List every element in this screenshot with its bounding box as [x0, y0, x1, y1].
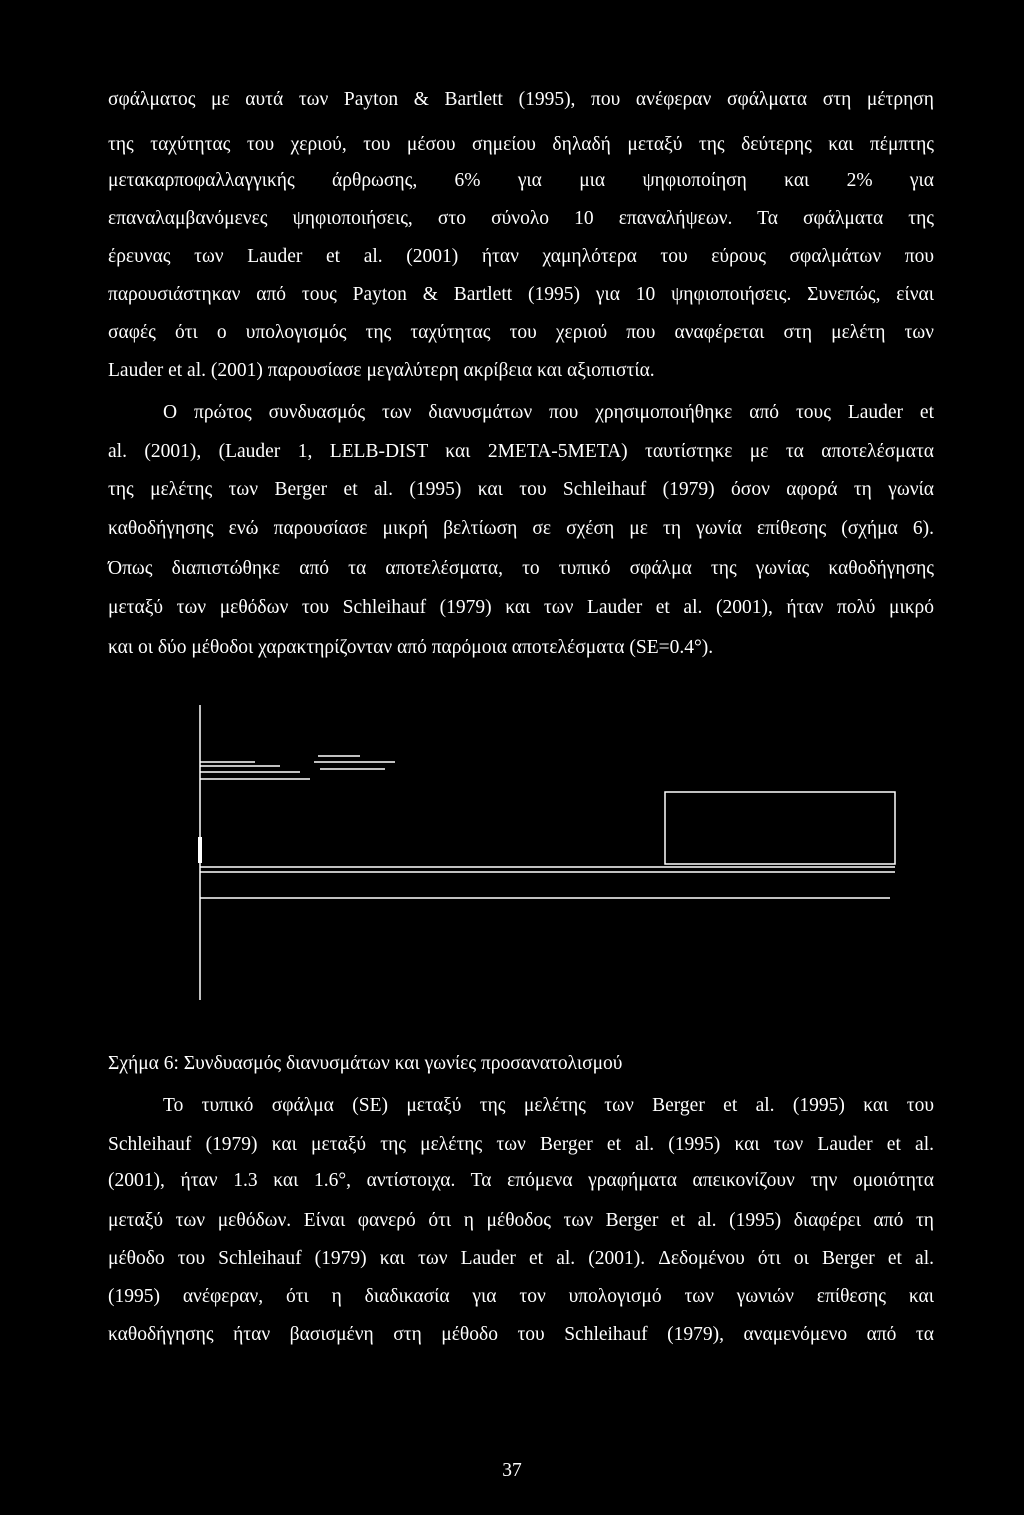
paragraph-3-line-7: καθοδήγησης ήταν βασισμένη στη μέθοδο του Schleihauf (1979), αναμενόμενο από τα	[108, 1324, 934, 1345]
paragraph-1-line-4: επαναλαμβανόμενες ψηφιοποιήσεις, στο σύνολο 10 επαναλήψεων. Τα σφάλματα της	[108, 208, 934, 229]
paragraph-2-line-4: καθοδήγησης ενώ παρουσίασε μικρή βελτίωση σε σχέση με τη γωνία επίθεσης (σχήμα 6).	[108, 518, 934, 539]
paragraph-3-line-6: (1995) ανέφεραν, ότι η διαδικασία για τον υπολογισμό των γωνιών επίθεσης και	[108, 1286, 934, 1307]
paragraph-3-line-3: (2001), ήταν 1.3 και 1.6°, αντίστοιχα. Τα επόμενα γραφήματα απεικονίζουν την ομοιότητα	[108, 1170, 934, 1191]
paragraph-1-line-5: έρευνας των Lauder et al. (2001) ήταν χαμηλότερα του εύρους σφαλμάτων που	[108, 246, 934, 267]
paragraph-3-line-4: μεταξύ των μεθόδων. Είναι φανερό ότι η μέθοδος των Berger et al. (1995) διαφέρει από τη	[108, 1210, 934, 1231]
figure-caption: Σχήμα 6: Συνδυασμός διανυσμάτων και γωνίες προσανατολισμού	[108, 1053, 623, 1074]
paragraph-1-line-3: μετακαρποφαλλαγγικής άρθρωσης, 6% για μια ψηφιοποίηση και 2% για	[108, 170, 934, 191]
paragraph-1-line-2: της ταχύτητας του χεριού, του μέσου σημείου δηλαδή μεταξύ της δεύτερης και πέμπτης	[108, 134, 934, 155]
paragraph-3-line-1: Το τυπικό σφάλμα (SE) μεταξύ της μελέτης των Berger et al. (1995) και του	[163, 1095, 934, 1116]
paragraph-2-line-3: της μελέτης των Berger et al. (1995) και του Schleihauf (1979) όσον αφορά τη γωνία	[108, 479, 934, 500]
paragraph-1-line-1: σφάλματος με αυτά των Payton & Bartlett (1995), που ανέφεραν σφάλματα στη μέτρηση	[108, 89, 934, 110]
paragraph-1-line-8: Lauder et al. (2001) παρουσίασε μεγαλύτερη ακρίβεια και αξιοπιστία.	[108, 360, 655, 381]
figure-6-vector-diagram	[190, 700, 910, 1020]
paragraph-2-line-5: Όπως διαπιστώθηκε από τα αποτελέσματα, το τυπικό σφάλμα της γωνίας καθοδήγησης	[108, 558, 934, 579]
paragraph-1-line-7: σαφές ότι ο υπολογισμός της ταχύτητας του χεριού που αναφέρεται στη μελέτη των	[108, 322, 934, 343]
paragraph-2-line-6: μεταξύ των μεθόδων του Schleihauf (1979) και των Lauder et al. (2001), ήταν πολύ μικρό	[108, 597, 934, 618]
paragraph-2-line-2: al. (2001), (Lauder 1, LELB-DIST και 2META-5META) ταυτίστηκε με τα αποτελέσματα	[108, 441, 934, 462]
paragraph-3-line-5: μέθοδο του Schleihauf (1979) και των Lauder et al. (2001). Δεδομένου ότι οι Berger et al.	[108, 1248, 934, 1269]
paragraph-1-line-6: παρουσιάστηκαν από τους Payton & Bartlett (1995) για 10 ψηφιοποιήσεις. Συνεπώς, είναι	[108, 284, 934, 305]
paragraph-2-line-7: και οι δύο μέθοδοι χαρακτηρίζονταν από παρόμοια αποτελέσματα (SE=0.4°).	[108, 637, 714, 658]
figure-axis-marker	[198, 837, 202, 863]
paragraph-2-line-1: Ο πρώτος συνδυασμός των διανυσμάτων που χρησιμοποιήθηκε από τους Lauder et	[163, 402, 934, 423]
paragraph-3-line-2: Schleihauf (1979) και μεταξύ της μελέτης των Berger et al. (1995) και των Lauder et al.	[108, 1134, 934, 1155]
figure-box	[665, 792, 895, 864]
page-number: 37	[502, 1460, 522, 1481]
